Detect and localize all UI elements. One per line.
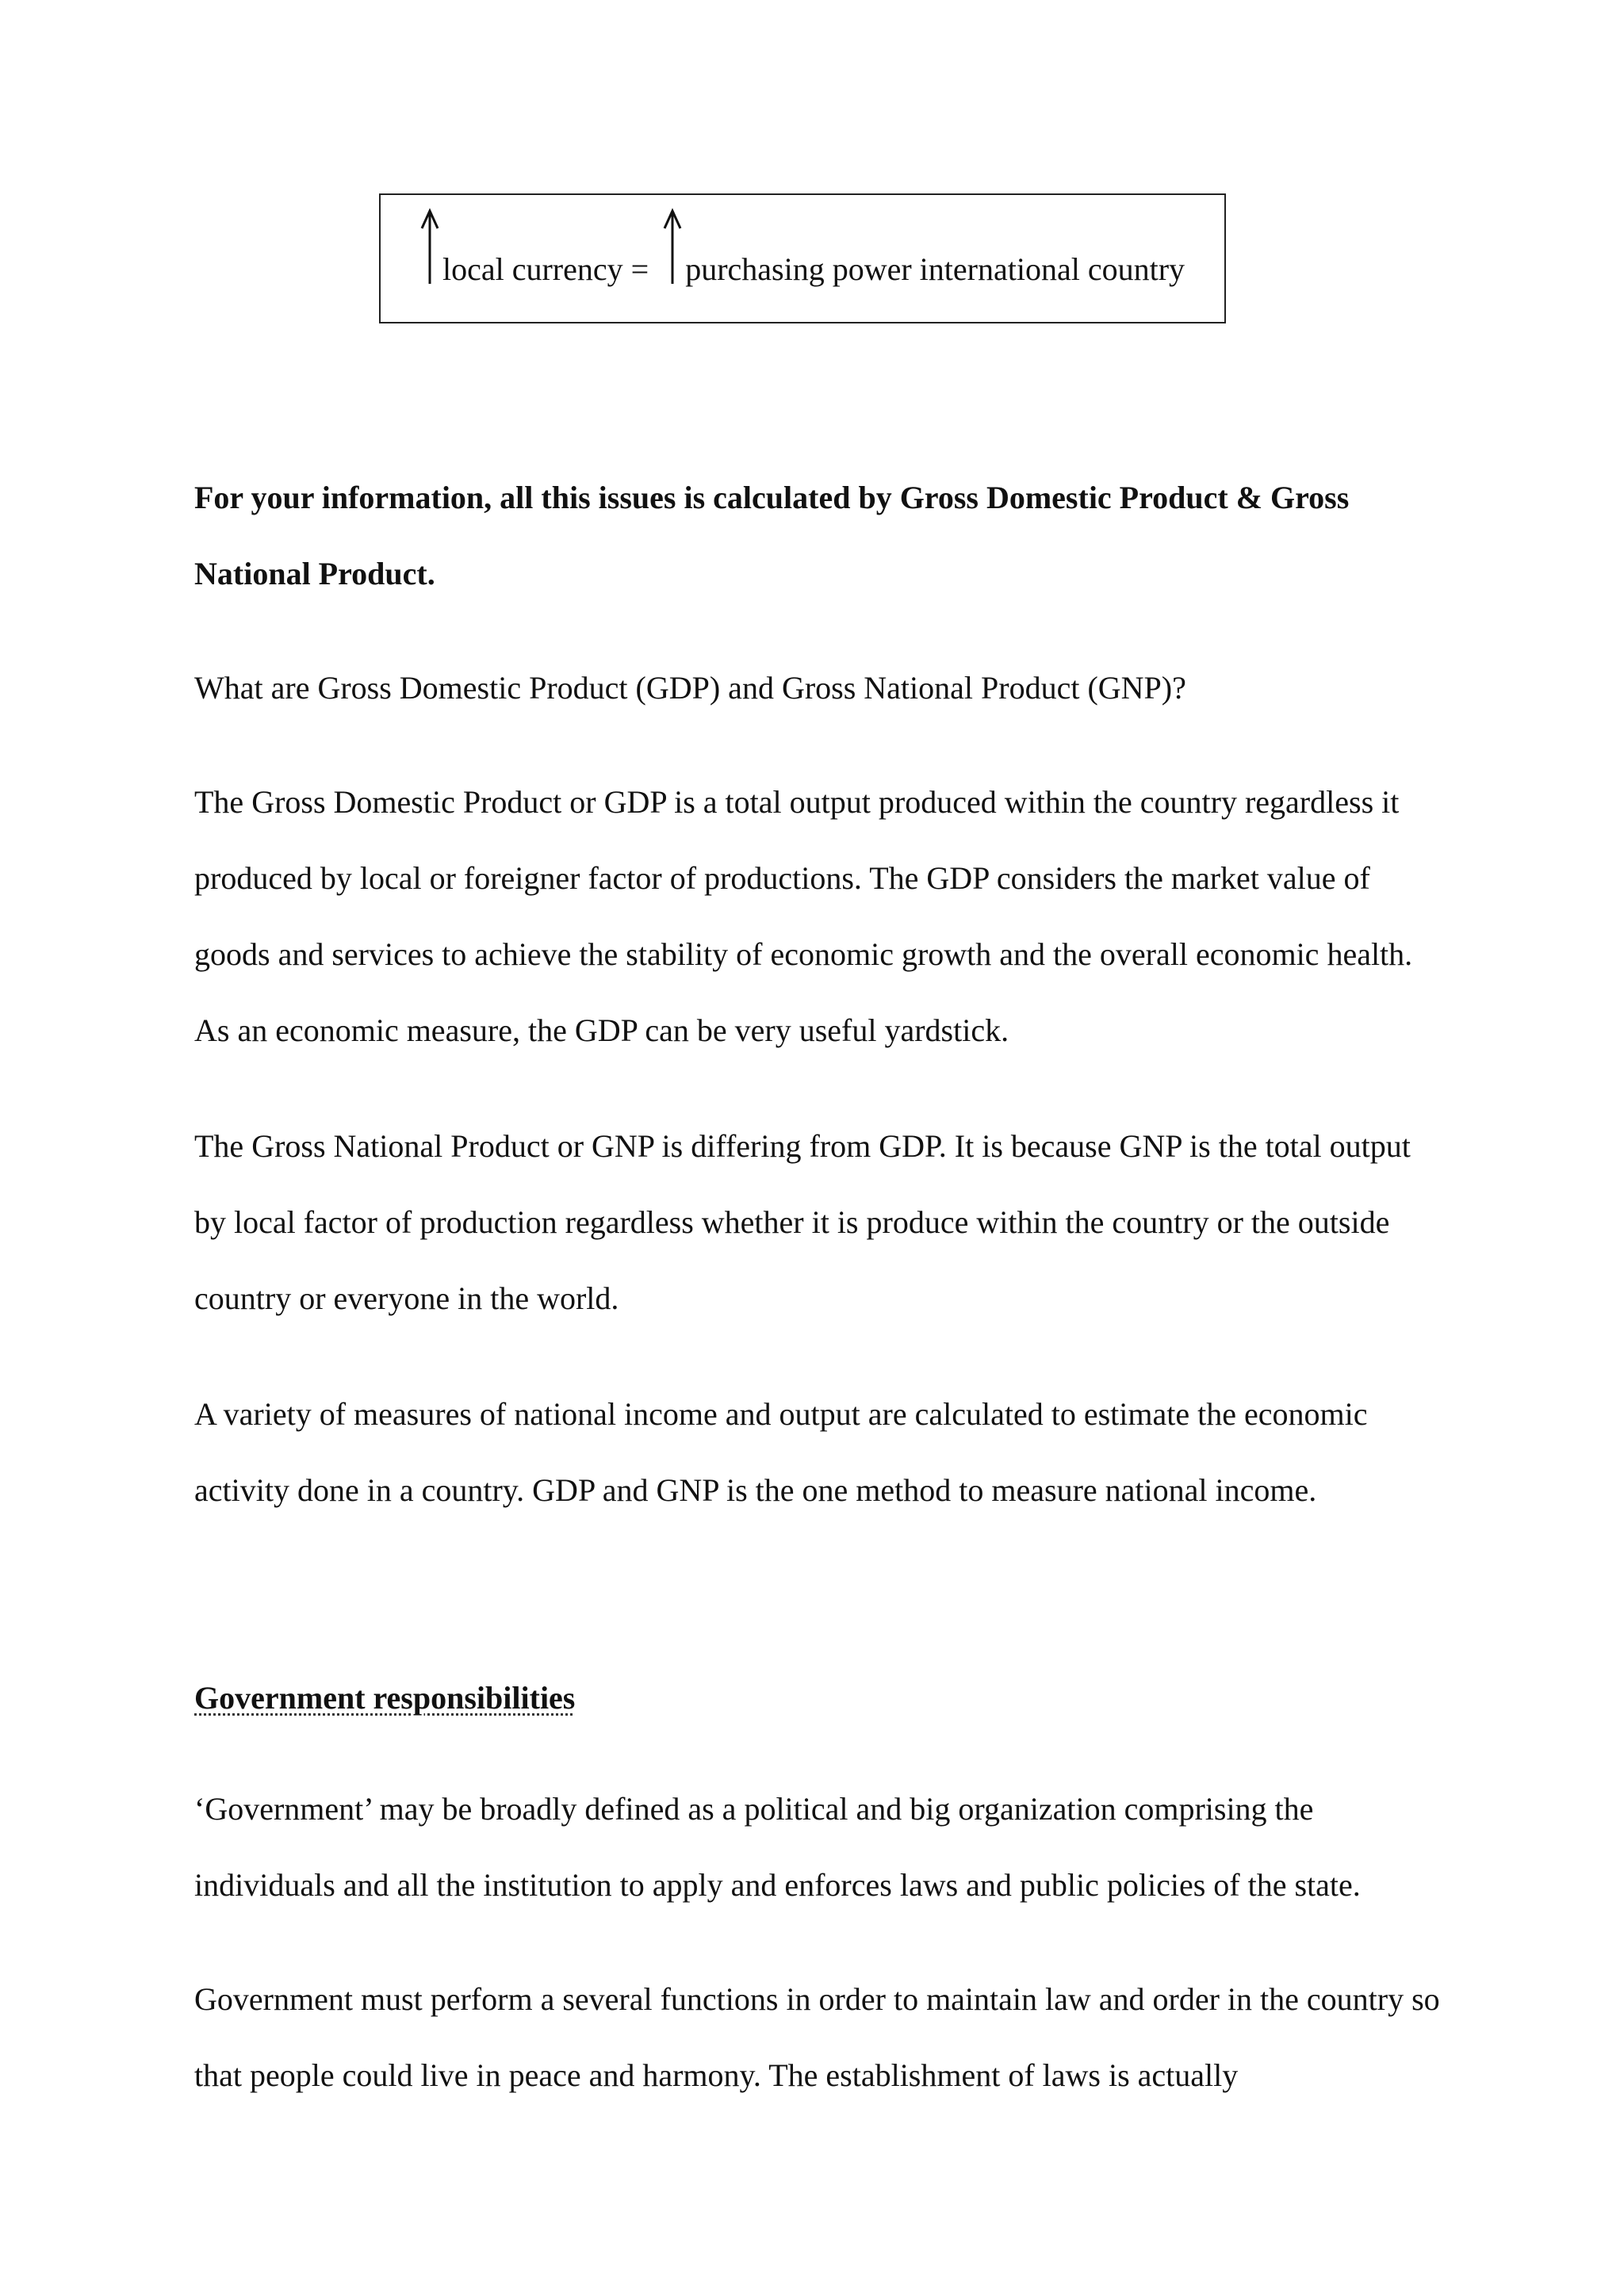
up-arrow-icon bbox=[663, 208, 682, 287]
gdp-paragraph: The Gross Domestic Product or GDP is a total output produced within the country regardless it produced by local or foreigner factor of productions. The GDP considers the market value of goods and services to achieve the stability of economic growth and the overall economic health. As an economic measure, the GDP can be very useful yardstick. bbox=[194, 784, 1413, 1048]
formula-left-label: local currency = bbox=[442, 251, 649, 287]
up-arrow-icon bbox=[420, 208, 439, 287]
formula-box bbox=[379, 193, 1226, 323]
section-heading: Government responsibilities bbox=[194, 1680, 576, 1716]
gnp-paragraph: The Gross National Product or GNP is differing from GDP. It is because GNP is the total output by local factor of production regardless whether it is produce within the country or the outside country or everyone in the world. bbox=[194, 1128, 1411, 1316]
bold-note-paragraph: For your information, all this issues is calculated by Gross Domestic Product & Gross National Product. bbox=[194, 480, 1350, 591]
formula-right-label: purchasing power international country bbox=[685, 251, 1185, 287]
question-paragraph: What are Gross Domestic Product (GDP) and Gross National Product (GNP)? bbox=[194, 670, 1186, 706]
national-income-paragraph: A variety of measures of national income and output are calculated to estimate the economic activity done in a country. GDP and GNP is the one method to measure national income. bbox=[194, 1396, 1368, 1508]
government-functions-paragraph: Government must perform a several functions in order to maintain law and order in the country so that people could live in peace and harmony. The establishment of laws is actually bbox=[194, 1981, 1440, 2093]
government-definition-paragraph: ‘Government’ may be broadly defined as a political and big organization comprising the individuals and all the institution to apply and enforces laws and public policies of the state. bbox=[194, 1791, 1361, 1903]
formula-line bbox=[420, 239, 1185, 287]
